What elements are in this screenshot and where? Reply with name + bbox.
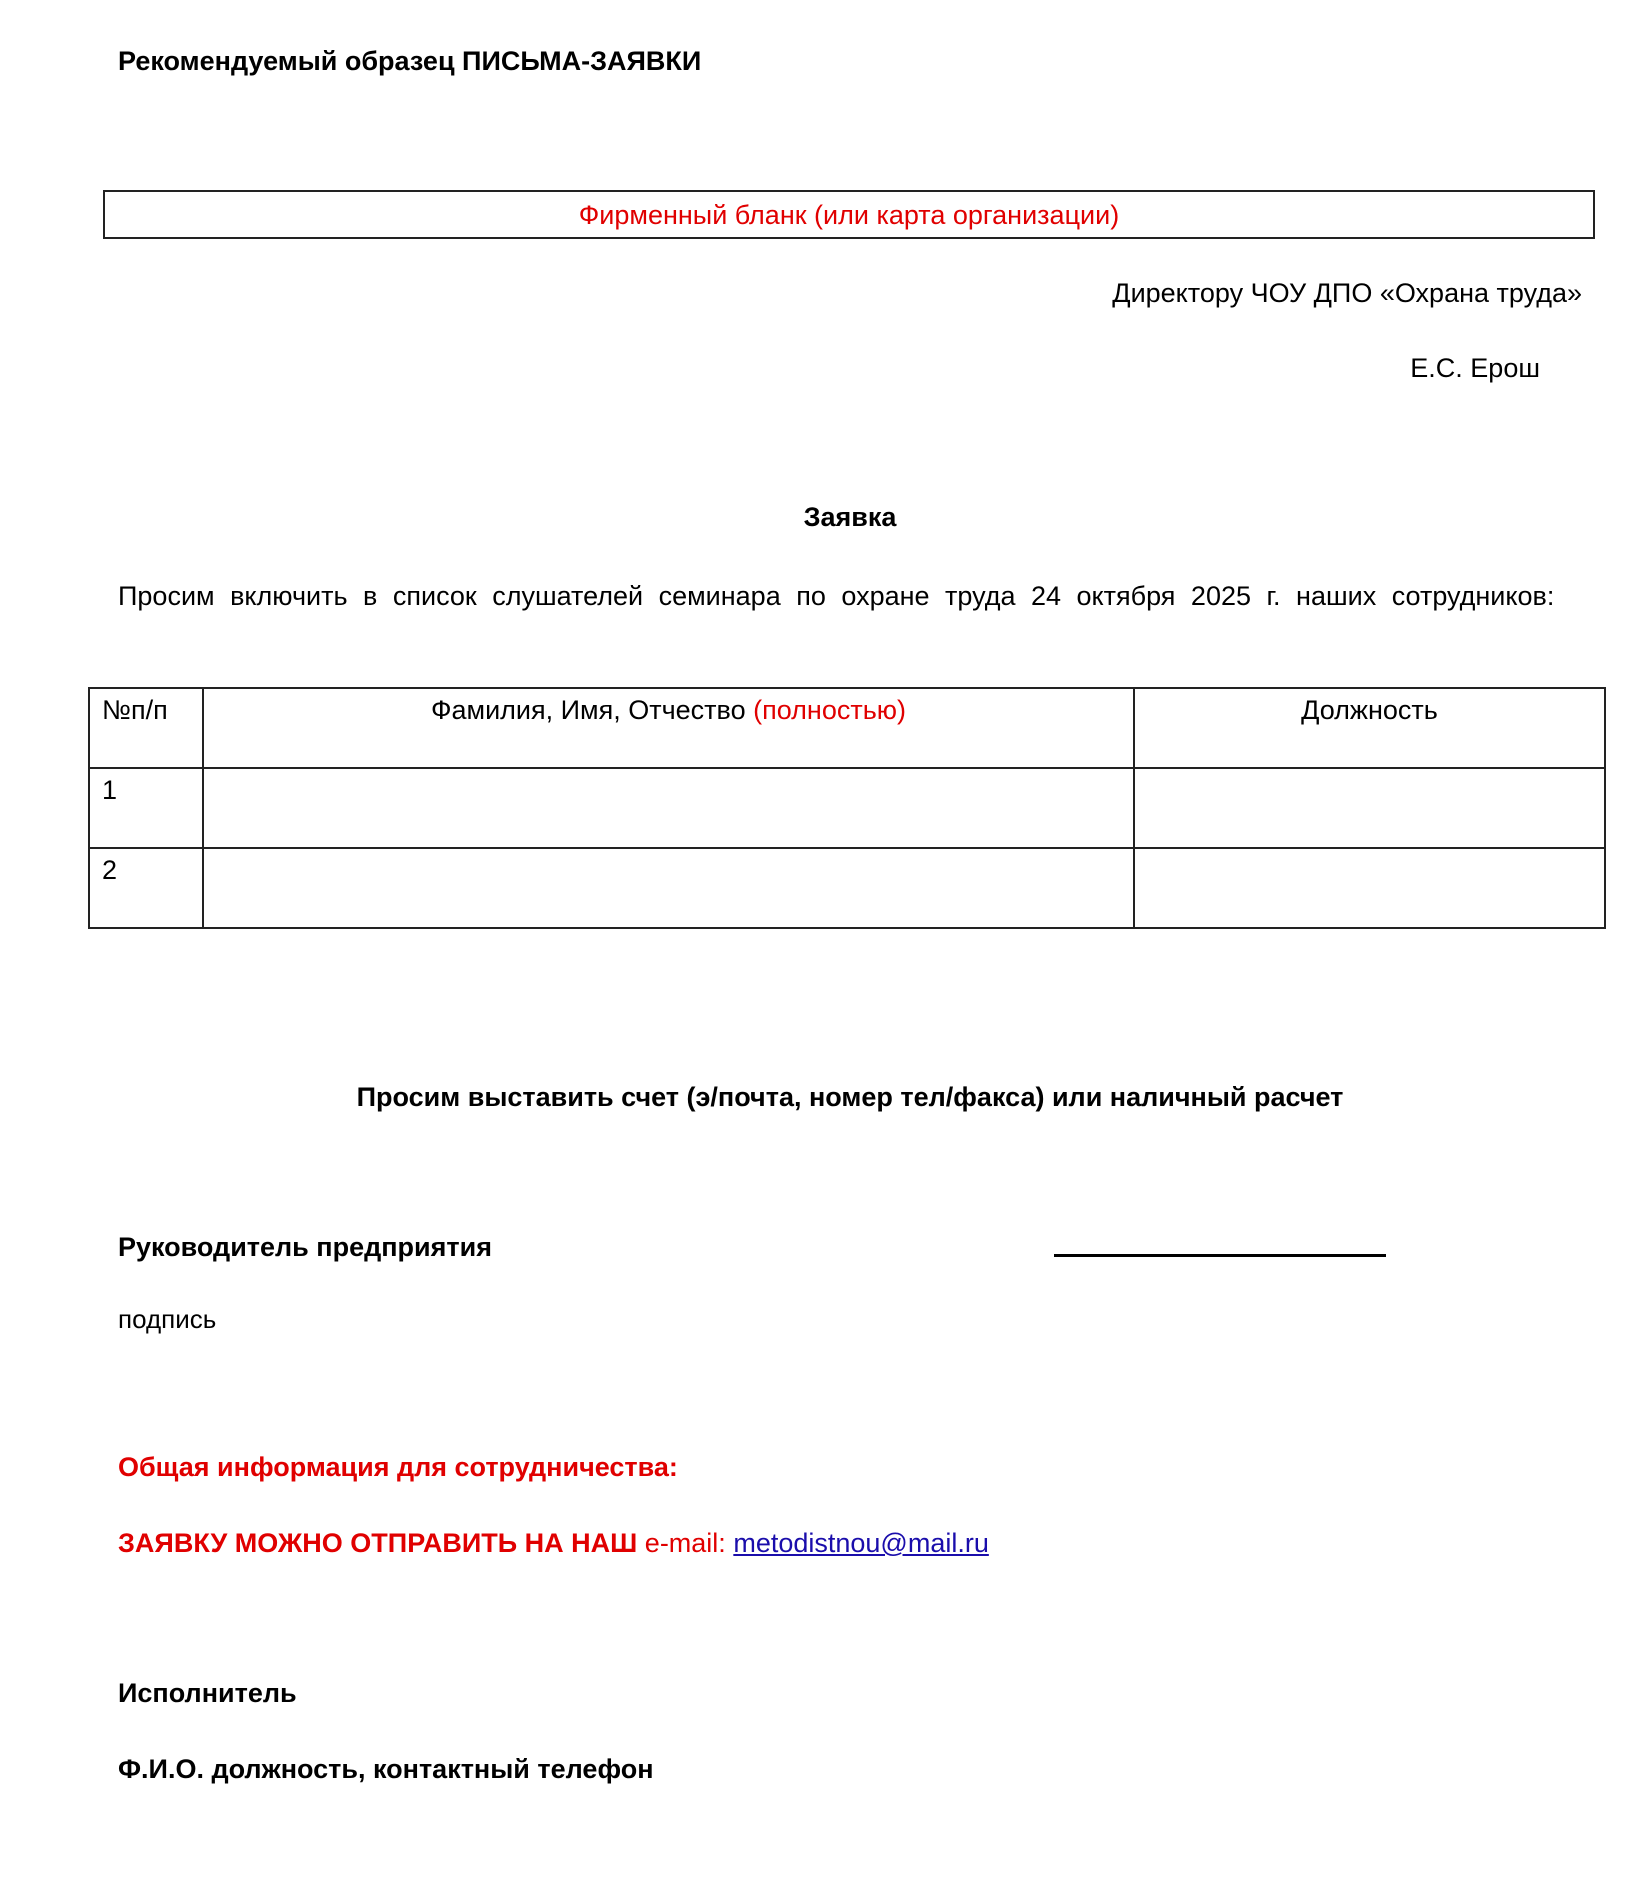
staff-table bbox=[88, 687, 1606, 929]
header-number: №п/п bbox=[89, 688, 203, 768]
row-number: 2 bbox=[89, 848, 203, 928]
email-line bbox=[118, 1526, 989, 1560]
table-row bbox=[89, 848, 1605, 928]
table-row bbox=[89, 768, 1605, 848]
letterhead-placeholder-box bbox=[103, 190, 1595, 239]
header-position: Должность bbox=[1134, 688, 1605, 768]
row-full-name-cell[interactable] bbox=[203, 848, 1134, 928]
header-full-name bbox=[203, 688, 1134, 768]
row-full-name-cell[interactable] bbox=[203, 768, 1134, 848]
row-number: 1 bbox=[89, 768, 203, 848]
sample-title: Рекомендуемый образец ПИСЬМА-ЗАЯВКИ bbox=[118, 46, 702, 76]
signature-caption: подпись bbox=[118, 1304, 217, 1334]
letterhead-placeholder-text: Фирменный бланк (или карта организации) bbox=[578, 199, 1120, 230]
table-header-row bbox=[89, 688, 1605, 768]
document-title: Заявка bbox=[803, 502, 897, 532]
cooperation-heading: Общая информация для сотрудничества: bbox=[118, 1452, 678, 1482]
request-text: Просим включить в список слушателей семинара по охране труда 24 октября 2025 г. наших сотрудников: bbox=[118, 581, 1555, 611]
invoice-note: Просим выставить счет (э/почта, номер тел/факса) или наличный расчет bbox=[356, 1082, 1344, 1112]
signature-label: Руководитель предприятия bbox=[118, 1232, 492, 1262]
header-full-name-label: Фамилия, Имя, Отчество bbox=[430, 695, 746, 725]
signature-line bbox=[1054, 1254, 1386, 1257]
email-link[interactable]: metodistnou@mail.ru bbox=[733, 1528, 989, 1558]
executor-contact-fields: Ф.И.О. должность, контактный телефон bbox=[118, 1754, 654, 1784]
email-send-prefix: ЗАЯВКУ МОЖНО ОТПРАВИТЬ НА НАШ bbox=[118, 1528, 638, 1558]
row-position-cell[interactable] bbox=[1134, 768, 1605, 848]
header-full-name-note: (полностью) bbox=[753, 695, 907, 725]
email-label: e-mail: bbox=[644, 1528, 726, 1558]
executor-label: Исполнитель bbox=[118, 1678, 297, 1708]
addressee-line-1: Директору ЧОУ ДПО «Охрана труда» bbox=[1112, 278, 1582, 308]
row-position-cell[interactable] bbox=[1134, 848, 1605, 928]
addressee-line-2: Е.С. Ерош bbox=[1410, 353, 1540, 383]
